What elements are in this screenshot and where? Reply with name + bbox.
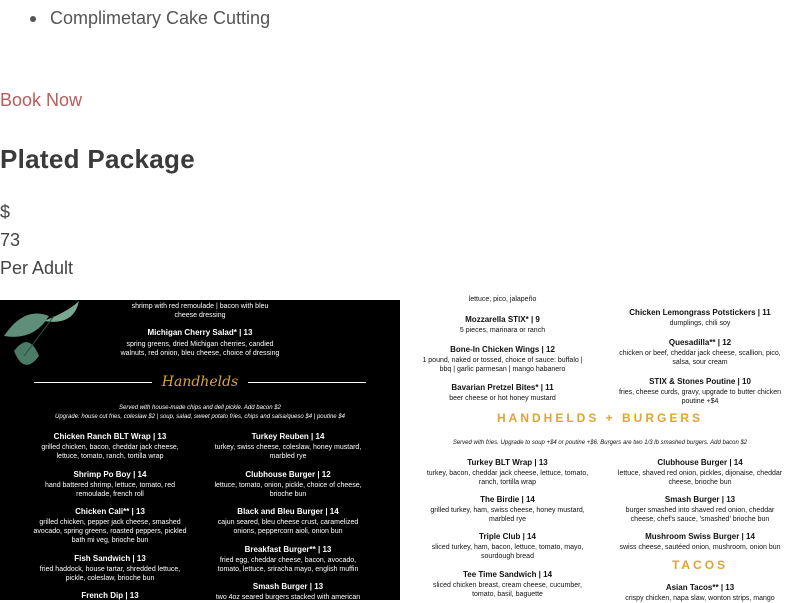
- feature-item: [30, 8, 270, 29]
- price-unit: Per Adult: [0, 258, 74, 278]
- menu-item-name: Fish Sandwich | 13: [74, 554, 146, 563]
- menu-item-name: Breakfast Burger** | 13: [244, 545, 332, 554]
- menu-desc: grilled turkey, ham, swiss cheese, honey mustard, marbled rye: [430, 507, 585, 523]
- menu-desc: 1 pound, naked or tossed, choice of sauce: buffalo | bbq | garlic parmesan | mango habanero: [422, 357, 583, 373]
- tacos-title: TACOS: [671, 558, 729, 572]
- section-title: HANDHELDS + BURGERS: [496, 411, 703, 425]
- menu-item-name: Shrimp Po Boy | 14: [73, 470, 147, 479]
- menu-desc: grilled chicken, pepper jack cheese, smashed avocado, spring greens, roasted peppers, pickled bath mi veg, brioche bun: [33, 519, 187, 544]
- menu-item-name: Chicken Cali** | 13: [75, 507, 145, 516]
- menu-image-right: [400, 296, 800, 602]
- menu-image-left: [0, 300, 400, 600]
- features-list: [30, 8, 270, 29]
- package-title: Plated Package: [0, 144, 195, 174]
- menu-desc: fried egg, cheddar cheese, bacon, avocado, tomato, lettuce, sriracha mayo, english muffin: [217, 557, 359, 573]
- section-title: Handhelds: [161, 374, 239, 390]
- menu-desc: turkey, swiss cheese, coleslaw, honey mustard, marbled rye: [214, 444, 362, 460]
- menu-desc: burger smashed into shaved red onion, cheddar cheese, chef's sauce, 'smashed' brioche bun: [625, 507, 775, 523]
- menu-item-name: Triple Club | 14: [479, 532, 536, 541]
- menu-item-name: Asian Tacos** | 13: [665, 583, 735, 592]
- menu-item-name: Bavarian Pretzel Bites* | 11: [451, 383, 554, 392]
- section-note: Served with fries. Upgrade to soup +$4 or poutine +$6. Burgers are two 1/3 lb smashed burgers. Add bacon $2: [452, 440, 748, 446]
- menu-item-name: Tee Time Sandwich | 14: [462, 570, 553, 579]
- feature-text: Complimetary Cake Cutting: [50, 8, 271, 28]
- divider: [248, 382, 366, 383]
- menu-desc: cajun seared, bleu cheese crust, caramelized onions, peppercorn aioli, onion bun: [217, 519, 359, 535]
- menu-desc: lettuce, tomato, onion, pickle, choice of cheese, brioche bun: [214, 482, 362, 498]
- menu-item-name: Chicken Ranch BLT Wrap | 13: [53, 432, 167, 441]
- section-note: Served with house-made chips and dell pickle. Add bacon $2 Upgrade: house cut fries, coleslaw $2 | soup, salad, sweet potato fries, chips and salsa/queso $4 | poutine $4: [55, 405, 345, 420]
- menu-item-name: Clubhouse Burger | 14: [657, 458, 743, 467]
- menu-desc: spring greens, dried Michigan cherries, candied walnuts, red onion, bleu cheese, choice of dressing: [120, 341, 280, 357]
- menu-desc: sliced turkey, ham, bacon, lettuce, tomato, mayo, sourdough bread: [431, 544, 584, 560]
- menu-item-name: Smash Burger | 13: [252, 582, 324, 591]
- menu-item-name: Turkey BLT Wrap | 13: [467, 458, 548, 467]
- menu-desc: sliced chicken breast, cream cheese, cucumber, tomato, basil, baguette: [432, 582, 582, 598]
- menu-desc: fried haddock, house tartar, shredded lettuce, pickle, coleslaw, brioche bun: [39, 566, 181, 582]
- menu-desc: turkey, bacon, cheddar jack cheese, lettuce, tomato, ranch, tortilla wrap: [426, 470, 589, 486]
- menu-desc: fries, cheese curds, gravy, upgrade to butter chicken poutine +$4: [618, 389, 782, 405]
- menu-desc: swiss cheese, sautéed onion, mushroom, onion bun: [619, 544, 781, 551]
- menu-desc: shrimp with red remoulade | bacon with bleu cheese dressing: [131, 303, 269, 319]
- menu-desc: hand battered shrimp, lettuce, tomato, red remoulade, french roll: [45, 482, 175, 498]
- menu-item-name: Black and Bleu Burger | 14: [237, 507, 339, 516]
- menu-item-name: The Birdie | 14: [480, 495, 535, 504]
- menu-desc: lettuce, pico, jalapeño: [468, 296, 537, 303]
- price-currency: $: [0, 202, 11, 222]
- menu-item-name: Turkey Reuben | 14: [251, 432, 325, 441]
- divider: [34, 382, 152, 383]
- menu-desc: chicken or beef, cheddar jack cheese, scallion, pico, salsa, sour cream: [619, 350, 781, 366]
- menu-desc: dumplings, chili soy: [669, 320, 731, 327]
- menu-item-name: Quesadilla** | 12: [668, 338, 732, 347]
- menu-item-name: Michigan Cherry Salad* | 13: [147, 328, 253, 337]
- book-now-link[interactable]: Book Now: [0, 90, 83, 110]
- menu-item-name: STIX & Stones Poutine | 10: [649, 377, 751, 386]
- menu-desc: 5 pieces, marinara or ranch: [459, 327, 546, 334]
- menu-desc: lettuce, shaved red onion, pickles, dijonaise, cheddar cheese, brioche bun: [617, 470, 783, 486]
- menu-item-name: Mozzarella STIX* | 9: [465, 315, 540, 324]
- menu-item-name: Mushroom Swiss Burger | 14: [645, 532, 755, 541]
- menu-desc: crispy chicken, napa slaw, wonton strips, mango: [625, 595, 775, 602]
- menu-desc: two 4oz seared burgers stacked with american: [215, 594, 361, 601]
- menu-desc: grilled chicken, bacon, cheddar jack cheese, lettuce, tomato, ranch, tortilla wrap: [41, 444, 179, 460]
- menu-item-name: Chicken Lemongrass Potstickers | 11: [629, 308, 771, 317]
- menu-item-name: Smash Burger | 13: [664, 495, 736, 504]
- menu-item-name: French Dip | 13: [81, 591, 139, 600]
- menu-desc: beer cheese or hot honey mustard: [449, 395, 556, 402]
- price-amount: 73: [0, 230, 21, 250]
- bullet-icon: [30, 16, 36, 22]
- leaf-decoration-icon: [0, 296, 94, 376]
- menu-item-name: Bone-In Chicken Wings | 12: [450, 345, 555, 354]
- menu-item-name: Clubhouse Burger | 12: [245, 470, 331, 479]
